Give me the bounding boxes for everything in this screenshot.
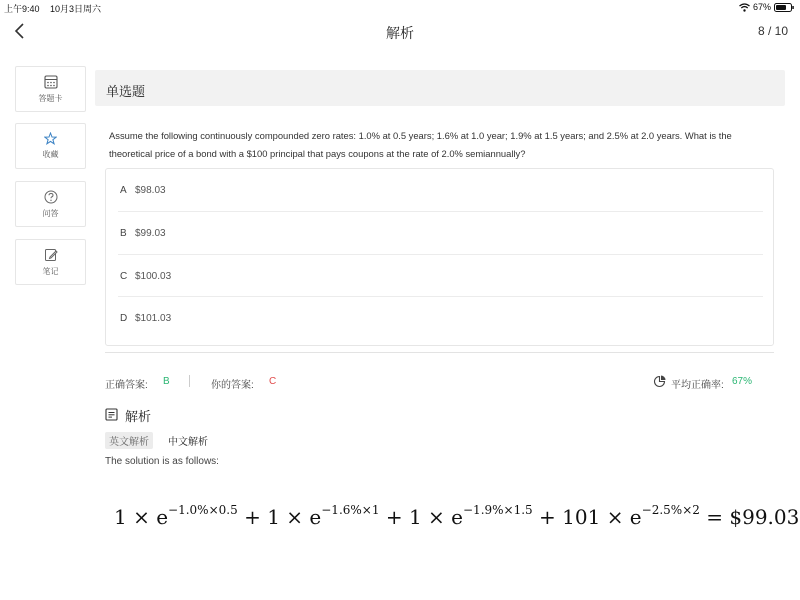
status-date: 10月3日周六 (50, 4, 102, 14)
note-button[interactable] (15, 239, 86, 285)
answer-row (105, 376, 774, 390)
formula-term: + 101 × e (532, 505, 642, 529)
analysis-title: 解析 (125, 409, 152, 424)
correct-answer-value: B (163, 376, 170, 387)
formula-exponent: −1.9%×1.5 (463, 503, 533, 518)
star-icon (44, 132, 57, 145)
formula-result: = $99.03 (699, 505, 800, 529)
answer-sheet-button[interactable] (15, 66, 86, 112)
option-a[interactable] (118, 169, 763, 211)
formula-exponent: −1.6%×1 (321, 503, 380, 518)
question-type: 单选题 (106, 84, 146, 99)
answer-sheet-icon (44, 75, 58, 89)
option-letter: A (120, 185, 127, 196)
option-b[interactable] (118, 212, 763, 254)
option-letter: B (120, 228, 127, 239)
note-icon (44, 248, 58, 262)
tool-label: 答题卡 (38, 93, 63, 103)
option-d[interactable] (118, 297, 763, 339)
option-text: $101.03 (135, 313, 172, 324)
status-bar (0, 0, 800, 14)
pie-chart-icon (653, 375, 666, 391)
divider (105, 352, 774, 353)
option-letter: C (120, 271, 128, 282)
formula-term: 1 × e (114, 505, 169, 529)
solution-intro: The solution is as follows: (105, 456, 219, 467)
options-box (105, 168, 774, 346)
option-text: $100.03 (135, 271, 172, 282)
question-type-header (95, 70, 785, 106)
tab-chinese-analysis[interactable]: 中文解析 (168, 437, 208, 448)
page-title: 解析 (386, 25, 414, 41)
nav-bar (0, 14, 800, 48)
solution-formula (114, 503, 800, 545)
formula-term: + 1 × e (379, 505, 463, 529)
formula-exponent: −1.0%×0.5 (168, 503, 238, 518)
your-answer-label: 你的答案: (211, 380, 254, 391)
tool-label: 问答 (42, 208, 59, 218)
question-icon (44, 190, 58, 204)
your-answer-value: C (269, 376, 277, 387)
separator (189, 375, 190, 387)
tool-label: 收藏 (42, 150, 59, 159)
tool-label: 笔记 (42, 266, 59, 276)
formula-exponent: −2.5%×2 (641, 503, 700, 518)
formula-term: + 1 × e (237, 505, 322, 529)
question-counter: 8 / 10 (757, 24, 788, 38)
tab-english-analysis[interactable]: 英文解析 (105, 432, 153, 449)
favorite-button[interactable] (15, 123, 86, 169)
status-time: 上午9:40 (4, 4, 40, 14)
battery-icon (774, 3, 794, 12)
avg-accuracy-value: 67% (732, 376, 753, 387)
avg-accuracy-label: 平均正确率: (671, 380, 724, 391)
option-letter: D (120, 313, 128, 324)
question-text: Assume the following continuously compounded zero rates: 1.0% at 0.5 years; 1.6% at 1.0 year; 1.9% at 1.5 years; and 2.5% at 2.0 years. What is the theoretical price of a bond with a $100 principal that pays coupons at the rate of 2.0% semiannually? (109, 130, 732, 159)
option-text: $99.03 (135, 228, 166, 239)
qa-button[interactable] (15, 181, 86, 227)
wifi-icon (739, 3, 750, 12)
correct-answer-label: 正确答案: (105, 380, 148, 391)
status-indicators (739, 2, 794, 12)
option-c[interactable] (118, 255, 763, 297)
battery-percent: 67% (752, 2, 771, 12)
document-icon (105, 408, 118, 426)
option-text: $98.03 (135, 185, 166, 196)
